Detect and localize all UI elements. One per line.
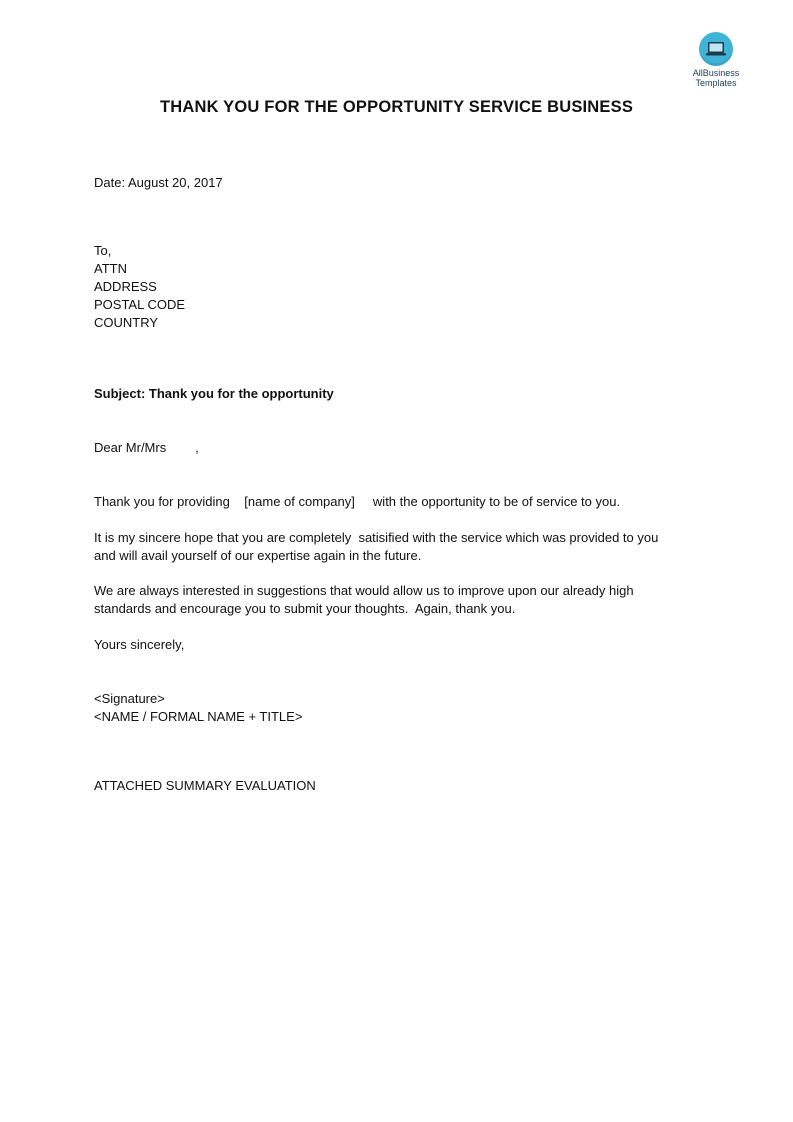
body-paragraph-1: Thank you for providing [name of company] with the opportunity to be of service to you. bbox=[94, 494, 621, 509]
name-title-placeholder: <NAME / FORMAL NAME + TITLE> bbox=[94, 709, 303, 724]
recipient-postal-code: POSTAL CODE bbox=[94, 297, 186, 312]
recipient-country: COUNTRY bbox=[94, 315, 159, 330]
recipient-to: To, bbox=[94, 243, 112, 258]
body-paragraph-3-line-2: standards and encourage you to submit your thoughts. Again, thank you. bbox=[94, 601, 516, 616]
logo-text-line2: Templates bbox=[695, 78, 737, 88]
logo-circle bbox=[699, 32, 733, 66]
subject-line: Subject: Thank you for the opportunity bbox=[94, 386, 334, 401]
recipient-address: ADDRESS bbox=[94, 279, 157, 294]
body-paragraph-2-line-1: It is my sincere hope that you are completely satisified with the service which was provided to you bbox=[94, 530, 659, 545]
salutation: Dear Mr/Mrs , bbox=[94, 440, 199, 455]
closing: Yours sincerely, bbox=[94, 637, 185, 652]
date-line: Date: August 20, 2017 bbox=[94, 175, 223, 190]
logo-text-line1: AllBusiness bbox=[692, 68, 740, 78]
allbusiness-templates-logo bbox=[680, 32, 752, 88]
attachment-note: ATTACHED SUMMARY EVALUATION bbox=[94, 778, 316, 793]
body-paragraph-3-line-1: We are always interested in suggestions that would allow us to improve upon our already high bbox=[94, 583, 634, 598]
signature-placeholder: <Signature> bbox=[94, 691, 165, 706]
logo-text bbox=[680, 68, 752, 88]
document-title: THANK YOU FOR THE OPPORTUNITY SERVICE BUSINESS bbox=[159, 98, 634, 116]
body-paragraph-2 bbox=[94, 529, 694, 565]
laptop-icon bbox=[705, 40, 727, 58]
body-paragraph-3 bbox=[94, 582, 694, 618]
body-paragraph-2-line-2: and will avail yourself of our expertise again in the future. bbox=[94, 548, 422, 563]
recipient-attn: ATTN bbox=[94, 261, 127, 276]
